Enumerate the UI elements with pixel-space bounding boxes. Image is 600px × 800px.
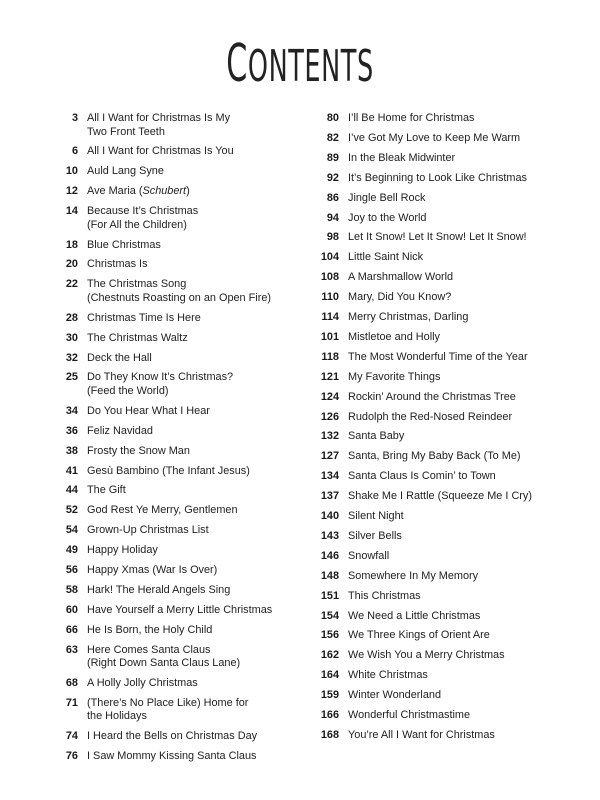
entry-page-number: 18 xyxy=(65,238,78,251)
contents-entry[interactable] xyxy=(44,352,294,366)
entry-title-line: Happy Holiday xyxy=(87,544,158,557)
entry-title-line: Merry Christmas, Darling xyxy=(348,311,469,323)
entry-page-number: 168 xyxy=(320,728,339,741)
entry-page-number: 118 xyxy=(321,350,339,363)
entry-title xyxy=(78,239,161,253)
contents-entry[interactable] xyxy=(305,510,580,524)
contents-entry[interactable] xyxy=(44,484,294,498)
entry-title xyxy=(78,278,271,305)
contents-entry[interactable] xyxy=(305,411,580,425)
entry-page-number: 132 xyxy=(320,430,339,443)
entry-page-number: 38 xyxy=(65,444,78,457)
entry-title-line-2: (Feed the World) xyxy=(87,384,169,397)
contents-entry[interactable] xyxy=(305,112,580,126)
contents-entry[interactable] xyxy=(305,391,580,405)
entry-title xyxy=(78,730,257,744)
entry-title xyxy=(78,465,250,479)
entry-title-line: Blue Christmas xyxy=(87,238,161,251)
contents-entry[interactable] xyxy=(44,584,294,598)
contents-entry[interactable] xyxy=(305,590,580,604)
contents-entry[interactable] xyxy=(44,644,294,671)
entry-page-number: 44 xyxy=(65,484,78,497)
entry-title-line: Silver Bells xyxy=(348,529,402,542)
entry-title xyxy=(78,425,153,439)
entry-title xyxy=(78,145,234,159)
entry-page-number: 3 xyxy=(71,112,78,124)
entry-title-line: Deck the Hall xyxy=(87,351,152,364)
entry-page-number: 114 xyxy=(321,311,339,323)
entry-title xyxy=(339,311,468,325)
entry-title-line: Santa Claus Is Comin’ to Town xyxy=(348,470,496,483)
entry-page-number: 68 xyxy=(65,677,78,689)
entry-title-line: Wonderful Christmastime xyxy=(348,709,471,721)
title-initial: C xyxy=(226,34,248,94)
contents-entry[interactable] xyxy=(305,212,580,226)
entry-title xyxy=(339,391,516,405)
entry-title xyxy=(78,371,233,398)
contents-entry[interactable] xyxy=(305,649,580,663)
entry-title xyxy=(78,165,164,179)
entry-page-number: 52 xyxy=(65,504,78,517)
entry-page-number: 66 xyxy=(65,623,78,636)
contents-entry[interactable] xyxy=(305,291,580,305)
contents-entry[interactable] xyxy=(305,331,580,345)
contents-entry[interactable] xyxy=(44,524,294,538)
entry-page-number: 148 xyxy=(320,569,339,582)
entry-title xyxy=(339,629,490,643)
entry-title xyxy=(339,331,440,345)
contents-entry[interactable] xyxy=(305,550,580,564)
entry-title-line: You’re All I Want for Christmas xyxy=(348,728,495,741)
contents-entry[interactable] xyxy=(305,132,580,146)
entry-page-number: 74 xyxy=(65,730,78,743)
entry-page-number: 56 xyxy=(65,564,78,576)
entry-title-line: God Rest Ye Merry, Gentlemen xyxy=(87,504,238,517)
entry-title-line: A Marshmallow World xyxy=(348,271,454,284)
entry-title-line: Christmas Is xyxy=(87,258,148,271)
entry-title-line: The Most Wonderful Time of the Year xyxy=(348,350,528,363)
entry-title xyxy=(339,450,521,464)
entry-page-number: 156 xyxy=(320,629,339,642)
entry-title-line: Silent Night xyxy=(348,510,404,522)
entry-title-line-2: (For All the Children) xyxy=(87,218,187,231)
contents-entry[interactable] xyxy=(44,278,294,305)
entry-title xyxy=(78,445,190,459)
entry-page-number: 134 xyxy=(320,470,339,483)
contents-entry[interactable] xyxy=(305,470,580,484)
entry-page-number: 82 xyxy=(326,131,339,144)
entry-title-line: We Wish You a Merry Christmas xyxy=(348,649,505,662)
entry-title-line: We Three Kings of Orient Are xyxy=(348,629,490,642)
entry-title xyxy=(339,231,527,245)
entry-title xyxy=(78,544,158,558)
entry-title-line: White Christmas xyxy=(348,669,428,682)
entry-page-number: 49 xyxy=(65,544,78,557)
entry-title-line: Santa, Bring My Baby Back (To Me) xyxy=(348,450,521,463)
entry-title xyxy=(78,644,240,671)
entry-page-number: 137 xyxy=(320,490,339,503)
entry-title xyxy=(78,697,248,724)
entry-title xyxy=(78,750,256,764)
entry-title-line: The Christmas Song xyxy=(87,278,187,291)
entry-title xyxy=(78,332,188,346)
entry-title xyxy=(339,291,451,305)
entry-page-number: 164 xyxy=(320,669,339,682)
entry-page-number: 63 xyxy=(65,643,78,656)
entry-page-number: 124 xyxy=(320,390,339,403)
entry-title xyxy=(78,504,238,518)
entry-page-number: 110 xyxy=(321,291,339,304)
entry-title-line: I Saw Mommy Kissing Santa Claus xyxy=(87,750,257,763)
entry-title xyxy=(78,112,230,139)
entry-title xyxy=(339,430,404,444)
entry-title xyxy=(339,570,478,584)
entry-page-number: 28 xyxy=(65,311,78,324)
title-rest: ONTENTS xyxy=(247,41,374,92)
entry-page-number: 166 xyxy=(320,709,339,721)
entry-page-number: 25 xyxy=(65,371,78,384)
entry-page-number: 6 xyxy=(71,145,78,158)
entry-title xyxy=(339,550,389,564)
entry-title-line: Let It Snow! Let It Snow! Let It Snow! xyxy=(348,231,527,244)
entry-title xyxy=(78,185,190,199)
contents-entry[interactable] xyxy=(305,271,580,285)
entry-title xyxy=(339,172,527,186)
entry-title-line: It’s Beginning to Look Like Christmas xyxy=(348,171,527,184)
entry-title-line: Mistletoe and Holly xyxy=(348,330,441,343)
contents-entry[interactable] xyxy=(305,251,580,265)
entry-title xyxy=(339,371,440,385)
entry-page-number: 60 xyxy=(65,603,78,616)
contents-entry[interactable] xyxy=(305,530,580,544)
entry-page-number: 30 xyxy=(65,331,78,344)
contents-entry[interactable] xyxy=(305,689,580,703)
entry-title-line: Christmas Time Is Here xyxy=(87,311,201,324)
contents-entry[interactable] xyxy=(305,430,580,444)
entry-title-line: A Holly Jolly Christmas xyxy=(87,677,198,689)
contents-entry[interactable] xyxy=(44,697,294,724)
contents-entry[interactable] xyxy=(44,425,294,439)
entry-title xyxy=(78,258,148,272)
entry-page-number: 92 xyxy=(326,171,339,184)
contents-entry[interactable] xyxy=(44,371,294,398)
contents-entry[interactable] xyxy=(44,504,294,518)
contents-entry[interactable] xyxy=(44,205,294,232)
contents-entry[interactable] xyxy=(44,465,294,479)
contents-entry[interactable] xyxy=(44,445,294,459)
contents-entry[interactable] xyxy=(44,112,294,139)
entry-title xyxy=(339,510,404,524)
entry-title-line: Joy to the World xyxy=(348,211,427,224)
entry-page-number: 126 xyxy=(320,410,339,423)
entry-title xyxy=(339,212,427,226)
entry-title xyxy=(78,205,198,232)
contents-entry[interactable] xyxy=(305,709,580,723)
entry-title-line: Frosty the Snow Man xyxy=(87,444,190,457)
contents-entry[interactable] xyxy=(44,312,294,326)
contents-entry[interactable] xyxy=(44,544,294,558)
entry-title-line: My Favorite Things xyxy=(348,370,441,383)
entry-title-line: Ave Maria ( xyxy=(87,185,143,198)
contents-entry[interactable] xyxy=(44,677,294,691)
entry-title-line: In the Bleak Midwinter xyxy=(348,151,456,164)
entry-title-line: Auld Lang Syne xyxy=(87,165,164,178)
entry-page-number: 14 xyxy=(65,205,78,218)
contents-entry[interactable] xyxy=(305,610,580,624)
entry-title-line: Snowfall xyxy=(348,549,390,562)
entry-page-number: 146 xyxy=(320,549,339,562)
contents-entry[interactable] xyxy=(305,351,580,365)
entry-page-number: 151 xyxy=(320,589,339,602)
entry-title-line: All I Want for Christmas Is My xyxy=(87,112,231,124)
contents-entry[interactable] xyxy=(44,185,294,199)
contents-entry[interactable] xyxy=(44,624,294,638)
entry-title-line: Mary, Did You Know? xyxy=(348,291,452,304)
entry-title xyxy=(78,352,152,366)
entry-page-number: 159 xyxy=(320,689,339,702)
contents-entry[interactable] xyxy=(305,172,580,186)
entry-title-line: He Is Born, the Holy Child xyxy=(87,623,213,636)
contents-entry[interactable] xyxy=(44,239,294,253)
entry-title-line: Little Saint Nick xyxy=(348,251,424,264)
entry-title-line-2: (Chestnuts Roasting on an Open Fire) xyxy=(87,291,272,304)
entry-page-number: 162 xyxy=(320,649,339,662)
entry-title xyxy=(339,132,520,146)
entry-page-number: 101 xyxy=(320,330,339,343)
entry-title-line: This Christmas xyxy=(348,589,421,602)
entry-title xyxy=(78,677,198,691)
entry-title-line: Do They Know It’s Christmas? xyxy=(87,371,234,384)
entry-title-end: ) xyxy=(186,185,190,198)
entry-page-number: 89 xyxy=(326,151,339,164)
entry-title-line: Here Comes Santa Claus xyxy=(87,643,211,656)
entry-title xyxy=(339,709,470,723)
entry-title-line: Somewhere In My Memory xyxy=(348,569,479,582)
entry-title-line: Rockin’ Around the Christmas Tree xyxy=(348,390,516,403)
entry-title-line: Because It’s Christmas xyxy=(87,205,199,218)
entry-page-number: 94 xyxy=(326,211,339,224)
entry-title-line: Santa Baby xyxy=(348,430,405,443)
entry-page-number: 54 xyxy=(65,524,78,537)
entry-page-number: 71 xyxy=(65,696,78,709)
contents-entry[interactable] xyxy=(305,669,580,683)
entry-title xyxy=(78,624,212,638)
contents-entry[interactable] xyxy=(305,450,580,464)
contents-entry[interactable] xyxy=(44,730,294,744)
entry-title xyxy=(78,312,201,326)
entry-title-line-2: (Right Down Santa Claus Lane) xyxy=(87,657,241,670)
entry-page-number: 143 xyxy=(320,529,339,542)
entry-page-number: 10 xyxy=(65,165,78,178)
contents-entry[interactable] xyxy=(44,165,294,179)
contents-entry[interactable] xyxy=(305,231,580,245)
entry-title xyxy=(339,112,474,126)
entry-title-line: Rudolph the Red-Nosed Reindeer xyxy=(348,410,513,423)
contents-entry[interactable] xyxy=(44,405,294,419)
entry-title xyxy=(339,530,402,544)
entry-title xyxy=(78,604,272,618)
entry-title-line: I’ll Be Home for Christmas xyxy=(348,112,475,124)
entry-title xyxy=(78,484,126,498)
entry-title-line: (There’s No Place Like) Home for xyxy=(87,696,249,709)
entry-title xyxy=(339,351,528,365)
entry-title-line: The Gift xyxy=(87,484,126,497)
contents-entry[interactable] xyxy=(305,570,580,584)
entry-page-number: 121 xyxy=(320,370,339,383)
entry-page-number: 80 xyxy=(326,112,339,124)
entry-title-line-2: the Holidays xyxy=(87,710,147,723)
contents-entry[interactable] xyxy=(305,629,580,643)
entry-title-line: Hark! The Herald Angels Sing xyxy=(87,583,231,596)
entry-title xyxy=(339,490,532,504)
entry-title xyxy=(339,271,453,285)
entry-page-number: 20 xyxy=(65,258,78,271)
page-title xyxy=(126,34,474,94)
entry-title-line: Jingle Bell Rock xyxy=(348,191,426,204)
contents-entry[interactable] xyxy=(305,490,580,504)
contents-entry[interactable] xyxy=(44,332,294,346)
entry-title-line: The Christmas Waltz xyxy=(87,331,188,344)
contents-entry[interactable] xyxy=(44,258,294,272)
entry-page-number: 34 xyxy=(65,404,78,417)
entry-title xyxy=(339,610,480,624)
contents-entry[interactable] xyxy=(44,604,294,618)
contents-entry[interactable] xyxy=(44,564,294,578)
entry-title-line: Gesù Bambino (The Infant Jesus) xyxy=(87,464,250,477)
entry-title xyxy=(339,649,505,663)
entry-title-line: We Need a Little Christmas xyxy=(348,609,481,622)
entry-title-line: Feliz Navidad xyxy=(87,424,153,437)
entry-title xyxy=(339,669,428,683)
entry-title-line: Grown-Up Christmas List xyxy=(87,524,209,537)
entry-page-number: 36 xyxy=(65,424,78,437)
entry-page-number: 104 xyxy=(320,251,339,264)
entry-page-number: 41 xyxy=(65,464,78,477)
entry-title xyxy=(339,192,425,206)
entry-page-number: 22 xyxy=(65,278,78,291)
entry-page-number: 76 xyxy=(65,750,78,763)
entry-title xyxy=(78,584,230,598)
entry-title-line: Shake Me I Rattle (Squeeze Me I Cry) xyxy=(348,490,533,503)
contents-entry[interactable] xyxy=(305,152,580,166)
entry-title xyxy=(339,729,495,743)
entry-title-italic: Schubert xyxy=(142,185,187,198)
entry-page-number: 108 xyxy=(320,271,339,284)
entry-page-number: 127 xyxy=(320,450,339,463)
entry-page-number: 154 xyxy=(320,609,339,622)
entry-title xyxy=(339,470,496,484)
entry-page-number: 98 xyxy=(326,231,339,244)
contents-entry[interactable] xyxy=(44,750,294,764)
entry-title xyxy=(339,590,421,604)
entry-title-line: Happy Xmas (War Is Over) xyxy=(87,564,218,576)
entry-page-number: 12 xyxy=(65,185,78,198)
entry-title xyxy=(339,689,441,703)
contents-entry[interactable] xyxy=(44,145,294,159)
contents-entry[interactable] xyxy=(305,192,580,206)
contents-entry[interactable] xyxy=(305,729,580,743)
entry-title-line: Do You Hear What I Hear xyxy=(87,404,210,417)
entry-title xyxy=(339,152,455,166)
entry-title xyxy=(78,564,217,578)
entry-title xyxy=(78,405,210,419)
entry-page-number: 86 xyxy=(326,191,339,204)
entry-page-number: 32 xyxy=(65,351,78,364)
entry-title-line-2: Two Front Teeth xyxy=(87,125,165,138)
contents-entry[interactable] xyxy=(305,311,580,325)
entry-title-line: I Heard the Bells on Christmas Day xyxy=(87,730,258,743)
entry-title xyxy=(339,251,423,265)
entry-title xyxy=(78,524,209,538)
entry-title-line: All I Want for Christmas Is You xyxy=(87,145,234,158)
entry-title-line: Winter Wonderland xyxy=(348,689,442,702)
entry-page-number: 58 xyxy=(65,583,78,596)
entry-title-line: I’ve Got My Love to Keep Me Warm xyxy=(348,131,521,144)
entry-title-line: Have Yourself a Merry Little Christmas xyxy=(87,603,273,616)
entry-page-number: 140 xyxy=(320,510,339,522)
entry-title xyxy=(339,411,512,425)
contents-entry[interactable] xyxy=(305,371,580,385)
